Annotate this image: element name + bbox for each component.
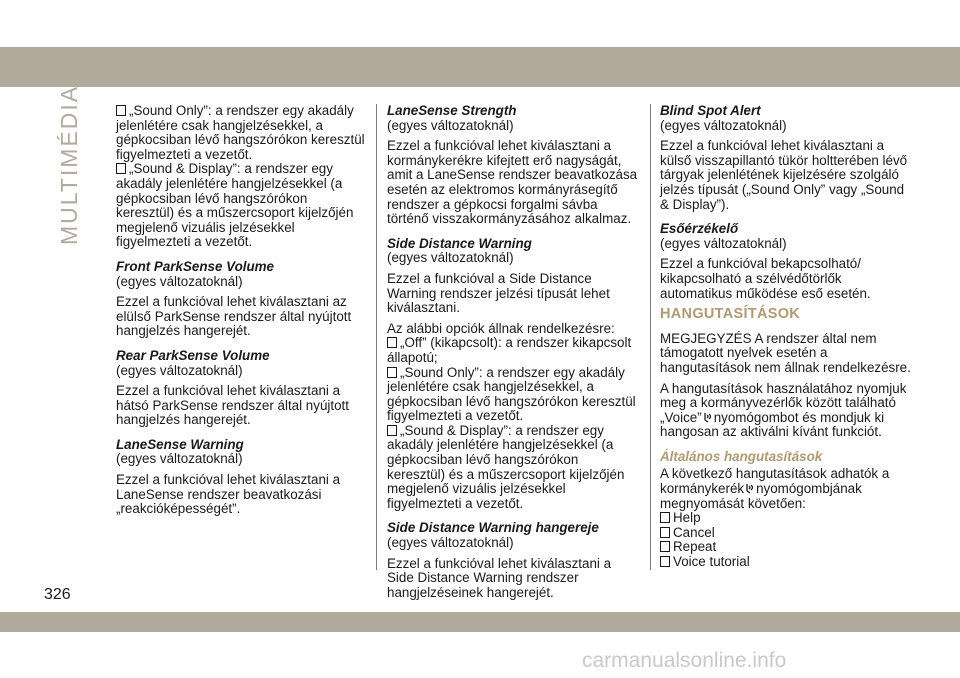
section-title: Front ParkSense Volume — [116, 258, 275, 274]
checkbox-bullet-icon — [660, 556, 670, 567]
column-1 — [116, 104, 366, 523]
checkbox-bullet-icon — [660, 512, 670, 523]
paragraph: Az alábbi opciók állnak rendelkezésre: — [387, 320, 615, 336]
list-item: „Sound Only”: a rendszer egy akadály jelenlétére csak hangjelzésekkel, a gépkocsiban lévő hangszórókon keresztül figyelmezteti a vezetőt. — [116, 103, 365, 162]
paragraph: Ezzel a funkcióval bekapcsolható/ kikapcsolható a szélvédőtörlők automatikus működése eső esetén. — [660, 256, 871, 301]
paragraph: A következő hangutasítások adhatók a kormánykerék nyomógombjának megnyomását követően: — [660, 466, 890, 511]
list-item: „Off” (kikapcsolt): a rendszer kikapcsolt állapotú; — [387, 335, 632, 365]
section-title: Rear ParkSense Volume — [116, 347, 270, 363]
paragraph: Ezzel a funkcióval a Side Distance Warning rendszer jelzési típusát lehet kiválasztani. — [387, 270, 610, 316]
note-paragraph: MEGJEGYZÉS A rendszer által nem támogatott nyelvek esetén a hangutasítások nem állnak rendelkezésre. — [660, 330, 911, 375]
paragraph: Ezzel a funkcióval lehet kiválasztani a hátsó ParkSense rendszer által nyújtott hangjelzés hangerejét. — [116, 383, 349, 428]
section-title: Side Distance Warning — [387, 235, 532, 251]
section-subtitle: (egyes változatoknál) — [387, 535, 514, 551]
checkbox-bullet-icon — [387, 367, 397, 378]
section-subtitle: (egyes változatoknál) — [387, 250, 514, 266]
list-item: „Sound & Display”: a rendszer egy akadály jelenlétére hangjelzésekkel (a gépkocsiban lévő hangszórókon keresztül) és a műszercsoport kijelzőjén megjelenő vizuális jelzésekkel figyelmezteti a vezetőt. — [387, 422, 625, 511]
checkbox-bullet-icon — [387, 425, 397, 436]
voice-command-icon — [745, 483, 755, 495]
watermark-text: carmanualsonline.info — [582, 649, 787, 672]
section-heading: HANGUTASÍTÁSOK — [660, 306, 801, 323]
checkbox-bullet-icon — [660, 541, 670, 552]
column-divider — [650, 104, 651, 570]
subsection-heading: Általános hangutasítások — [660, 448, 823, 464]
section-subtitle: (egyes változatoknál) — [116, 362, 243, 378]
page-number: 326 — [44, 586, 71, 603]
paragraph: Ezzel a funkcióval lehet kiválasztani a LaneSense rendszer beavatkozási „reakcióképességét”. — [116, 472, 341, 517]
paragraph: Ezzel a funkcióval lehet kiválasztani a Side Distance Warning rendszer hangjelzéseinek hangerejét. — [387, 555, 612, 600]
list-item: „Sound Only”: a rendszer egy akadály jelenlétére csak hangjelzésekkel, a gépkocsiban lévő hangszórókon keresztül figyelmezteti a vezetőt. — [387, 364, 636, 424]
list-item: Voice tutorial — [660, 555, 915, 570]
section-subtitle: (egyes változatoknál) — [116, 273, 243, 289]
list-item: Help — [660, 511, 915, 526]
list-item: „Sound & Display”: a rendszer egy akadály jelenlétére hangjelzésekkel (a gépkocsiban lévő hangszórókon keresztül) és a műszercsoport kijelzőjén megjelenő vizuális jelzésekkel figyelmezteti a vezetőt. — [116, 161, 354, 250]
section-title: LaneSense Strength — [387, 103, 517, 118]
section-title: LaneSense Warning — [116, 436, 244, 452]
section-side-label: MULTIMÉDIA — [56, 84, 82, 245]
section-subtitle: (egyes változatoknál) — [116, 451, 243, 467]
list-item: Cancel — [660, 526, 915, 541]
paragraph: Ezzel a funkcióval lehet kiválasztani a külső visszapillantó tükör holtterében lévő tárgyak jelenlétének kijelzésére szolgáló jelzés típusát („Sound Only” vagy „Sound & Display”). — [660, 138, 908, 212]
column-2 — [387, 104, 639, 606]
checkbox-bullet-icon — [116, 105, 126, 116]
header-band — [0, 47, 960, 87]
paragraph: Ezzel a funkcióval lehet kiválasztani a kormánykerékre kifejtett erő nagyságát, amit a LaneSense rendszer beavatkozása esetén az elektromos kormányrásegítő rendszer a gépkocsi forgalmi sávba történő visszakormányzásához alkalmaz. — [387, 138, 638, 227]
section-title: Esőérzékelő — [660, 221, 739, 237]
paragraph: A hangutasítások használatához nyomjuk meg a kormányvezérlők között található „Voice” nyomógombot és mondjuk ki hangosan az aktiválni kívánt funkciót. — [660, 380, 907, 440]
section-subtitle: (egyes változatoknál) — [660, 235, 787, 251]
checkbox-bullet-icon — [387, 337, 397, 348]
section-subtitle: (egyes változatoknál) — [387, 117, 514, 133]
checkbox-bullet-icon — [660, 527, 670, 538]
footer-band — [0, 612, 960, 632]
section-title: Blind Spot Alert — [660, 103, 761, 118]
column-3 — [660, 104, 915, 570]
section-subtitle: (egyes változatoknál) — [660, 117, 787, 133]
paragraph: Ezzel a funkcióval lehet kiválasztani az elülső ParkSense rendszer által nyújtott hangjelzés hangerejét. — [116, 294, 352, 339]
section-title: Side Distance Warning hangereje — [387, 520, 599, 536]
column-divider — [376, 104, 377, 570]
list-item: Repeat — [660, 540, 915, 555]
checkbox-bullet-icon — [116, 163, 126, 174]
voice-command-icon — [703, 412, 713, 424]
